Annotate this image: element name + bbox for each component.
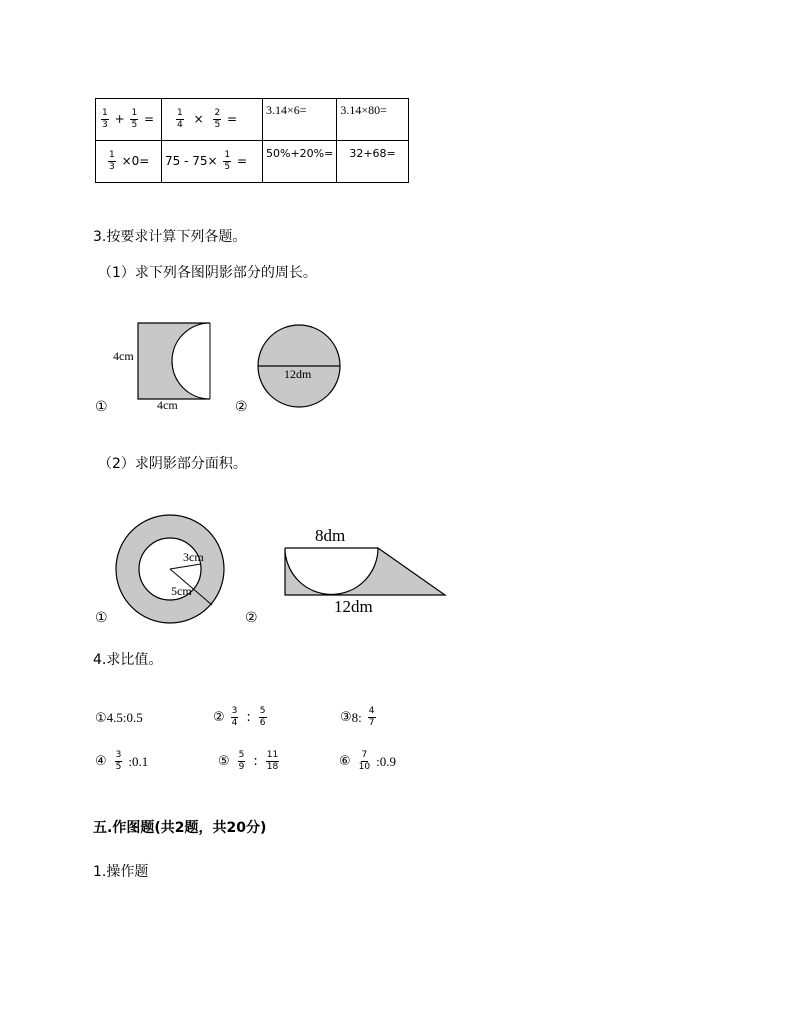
fraction: $\frac{1}{3}$ <box>109 150 115 172</box>
ratio-item-6: ⑥ $\frac{7}{10}$ :0.9 <box>339 750 396 772</box>
fig1-side-label: 4cm <box>113 349 134 363</box>
fraction: $\frac{3}{4}$ <box>231 706 238 728</box>
fig2-marker: ② <box>235 399 248 415</box>
fraction: $\frac{7}{10}$ <box>358 750 371 772</box>
section3-title: 3.按要求计算下列各题。 <box>93 229 247 245</box>
ratio-item-4: ④ $\frac{3}{5}$ :0.1 <box>95 750 149 772</box>
fraction: $\frac{1}{3}$ <box>102 108 108 130</box>
ratio-item-3: ③ 8: $\frac{4}{7}$ <box>340 706 375 728</box>
fig4-top-label: 8dm <box>315 526 346 545</box>
calculation-table <box>95 98 409 183</box>
cell-r2c1: $\frac{1}{3}$ ×0= <box>96 141 162 183</box>
fraction: $\frac{3}{5}$ <box>115 750 122 772</box>
shaded-region <box>285 548 445 595</box>
fig4-marker: ② <box>245 610 258 626</box>
fig3-inner-label: 3cm <box>183 550 204 564</box>
fig1-marker: ① <box>95 399 108 415</box>
fraction: $\frac{5}{6}$ <box>259 706 266 728</box>
cell-r2c2: 75 - 75× $\frac{1}{5}$ = <box>162 141 263 183</box>
fraction: $\frac{1}{5}$ <box>131 108 138 130</box>
fraction: $\frac{2}{5}$ <box>214 108 221 130</box>
cell-r2c3: 50%+20%= <box>263 141 337 183</box>
fig3-outer-label: 5cm <box>171 584 192 598</box>
fraction: $\frac{4}{7}$ <box>368 706 375 728</box>
ratio-item-1: ① 4.5:0.5 <box>95 710 143 726</box>
cell-r1c4: 3.14×80= <box>337 99 409 141</box>
fig3-marker: ① <box>95 610 108 626</box>
figure-annulus <box>112 510 232 630</box>
figure-circle-diameter <box>255 320 345 412</box>
cell-r1c3: 3.14×6= <box>263 99 337 141</box>
shaded-region <box>138 323 210 399</box>
cell-r2c4: 32+68= <box>337 141 409 183</box>
section5-q1: 1.操作题 <box>93 864 149 880</box>
fig2-diameter-label: 12dm <box>284 367 312 381</box>
cell-r1c2: $\frac{1}{4}$ × $\frac{2}{5}$ = <box>162 99 263 141</box>
section3-part2: （2）求阴影部分面积。 <box>98 456 247 472</box>
ratio-item-2: ② $\frac{3}{4}$ : $\frac{5}{6}$ <box>213 706 266 728</box>
cell-r1c1: $\frac{1}{3}$ + $\frac{1}{5}$ = <box>96 99 162 141</box>
table-row <box>96 141 409 183</box>
section5-title: 五.作图题(共2题，共20分) <box>93 820 267 836</box>
figure-trapezoid-semicircle <box>280 540 450 600</box>
section4-title: 4.求比值。 <box>93 652 163 668</box>
section3-part1: （1）求下列各图阴影部分的周长。 <box>98 265 317 281</box>
fraction: $\frac{1}{4}$ <box>177 108 183 130</box>
fig4-bottom-label: 12dm <box>334 597 373 616</box>
fig1-bottom-label: 4cm <box>157 398 178 412</box>
fraction: $\frac{5}{9}$ <box>238 750 245 772</box>
fraction: $\frac{1}{5}$ <box>224 150 231 172</box>
fraction: $\frac{11}{18}$ <box>266 750 279 772</box>
ratio-item-5: ⑤ $\frac{5}{9}$ : $\frac{11}{18}$ <box>218 750 279 772</box>
table-row <box>96 99 409 141</box>
